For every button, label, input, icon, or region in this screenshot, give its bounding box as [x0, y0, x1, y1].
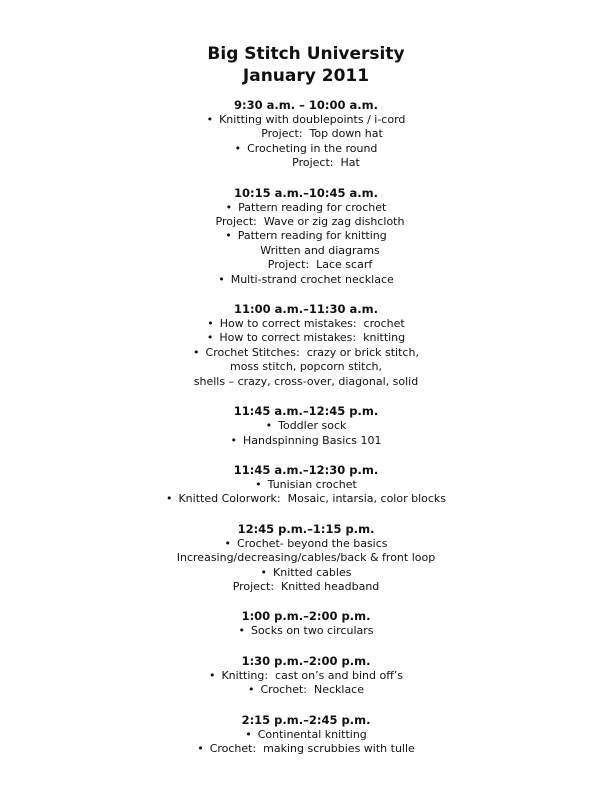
session-block: [0, 463, 612, 507]
item-text: Project: Wave or zig zag dishcloth: [215, 215, 405, 229]
item-text: Project: Lace scarf: [267, 258, 373, 272]
session-block: [0, 404, 612, 448]
title-line-1: Big Stitch University: [207, 44, 405, 64]
bullet-item: [0, 683, 612, 697]
session-time: 1:00 p.m.–2:00 p.m.: [241, 609, 371, 624]
sub-item: [0, 375, 612, 389]
bullet-item: [0, 331, 612, 345]
document-title: [0, 43, 612, 87]
item-text: Increasing/decreasing/cables/back & front loop: [176, 551, 436, 565]
item-text: moss stitch, popcorn stitch,: [229, 360, 383, 374]
bullet-icon: •: [206, 331, 214, 345]
session-block: [0, 302, 612, 389]
bullet-icon: •: [208, 668, 216, 682]
item-text: Tunisian crochet: [267, 477, 357, 491]
bullet-item: [0, 419, 612, 433]
bullet-item: [0, 624, 612, 638]
bullet-item: [0, 492, 612, 506]
session-time: 11:45 a.m.–12:45 p.m.: [233, 404, 379, 419]
bullet-icon: •: [225, 229, 232, 243]
bullet-icon: •: [265, 419, 273, 433]
sub-item: [14, 244, 612, 258]
bullet-icon: •: [230, 433, 237, 447]
session-time: 11:00 a.m.–11:30 a.m.: [234, 302, 378, 317]
session-time: 1:30 p.m.–2:00 p.m.: [241, 653, 371, 668]
item-text: How to correct mistakes: knitting: [219, 331, 406, 345]
bullet-item: [0, 229, 612, 243]
bullet-icon: •: [234, 141, 242, 155]
item-text: Crochet Stitches: crazy or brick stitch,: [205, 345, 419, 359]
bullet-item: [0, 669, 612, 683]
bullet-item: [0, 346, 612, 360]
sub-item: [14, 258, 612, 272]
item-text: Toddler sock: [278, 419, 347, 433]
bullet-icon: •: [193, 345, 200, 359]
session-block: [0, 609, 612, 638]
bullet-icon: •: [260, 565, 268, 579]
sub-item: [4, 215, 612, 229]
bullet-icon: •: [218, 272, 225, 286]
item-text: Project: Top down hat: [261, 127, 383, 141]
session-block: [0, 98, 612, 171]
bullet-icon: •: [207, 317, 214, 331]
bullet-item: [0, 113, 612, 127]
bullet-icon: •: [255, 477, 262, 491]
item-text: Project: Knitted headband: [232, 579, 380, 593]
bullet-icon: •: [245, 727, 252, 741]
bullet-item: [0, 537, 612, 551]
session-block: [0, 654, 612, 698]
item-text: Continental knitting: [257, 727, 367, 741]
item-text: Crocheting in the round: [247, 141, 378, 155]
sub-item: [0, 580, 612, 594]
session-list: [0, 98, 612, 771]
sub-item: [0, 551, 612, 565]
bullet-item: [0, 728, 612, 742]
item-text: How to correct mistakes: crochet: [219, 317, 405, 331]
item-text: Knitting: cast on’s and bind off’s: [221, 668, 404, 682]
bullet-item: [0, 478, 612, 492]
bullet-icon: •: [224, 536, 231, 550]
bullet-item: [0, 742, 612, 756]
title-line-2: January 2011: [242, 66, 370, 86]
bullet-item: [0, 273, 612, 287]
item-text: Project: Hat: [292, 156, 360, 170]
item-text: Pattern reading for crochet: [238, 200, 387, 214]
item-text: Crochet: Necklace: [260, 683, 365, 697]
bullet-item: [0, 142, 612, 156]
item-text: Knitted Colorwork: Mosaic, intarsia, color blocks: [178, 492, 447, 506]
bullet-icon: •: [165, 492, 173, 506]
item-text: Multi-strand crochet necklace: [230, 272, 394, 286]
session-block: [0, 186, 612, 287]
session-time: 12:45 p.m.–1:15 p.m.: [237, 521, 375, 536]
item-text: shells – crazy, cross-over, diagonal, solid: [193, 374, 419, 388]
bullet-icon: •: [238, 624, 245, 638]
item-text: Knitted cables: [273, 565, 352, 579]
item-text: Crochet- beyond the basics: [236, 536, 388, 550]
bullet-item: [0, 201, 612, 215]
sub-item: [20, 156, 612, 170]
bullet-icon: •: [247, 683, 255, 697]
session-block: [0, 522, 612, 595]
sub-item: [16, 127, 612, 141]
item-text: Pattern reading for knitting: [237, 229, 387, 243]
session-time: 9:30 a.m. – 10:00 a.m.: [234, 98, 378, 112]
item-text: Written and diagrams: [260, 243, 380, 257]
sub-item: [0, 360, 612, 374]
bullet-icon: •: [225, 200, 233, 214]
item-text: Handspinning Basics 101: [242, 433, 382, 447]
item-text: Socks on two circulars: [250, 624, 374, 638]
bullet-item: [0, 566, 612, 580]
bullet-item: [0, 434, 612, 448]
item-text: Crochet: making scrubbies with tulle: [209, 741, 415, 755]
session-block: [0, 713, 612, 757]
session-time: 10:15 a.m.–10:45 a.m.: [234, 185, 378, 200]
bullet-icon: •: [197, 741, 204, 755]
item-text: Knitting with doublepoints / i-cord: [219, 113, 406, 126]
bullet-item: [0, 317, 612, 331]
session-time: 2:15 p.m.–2:45 p.m.: [241, 712, 371, 727]
bullet-icon: •: [206, 113, 214, 126]
session-time: 11:45 a.m.–12:30 p.m.: [233, 462, 379, 477]
